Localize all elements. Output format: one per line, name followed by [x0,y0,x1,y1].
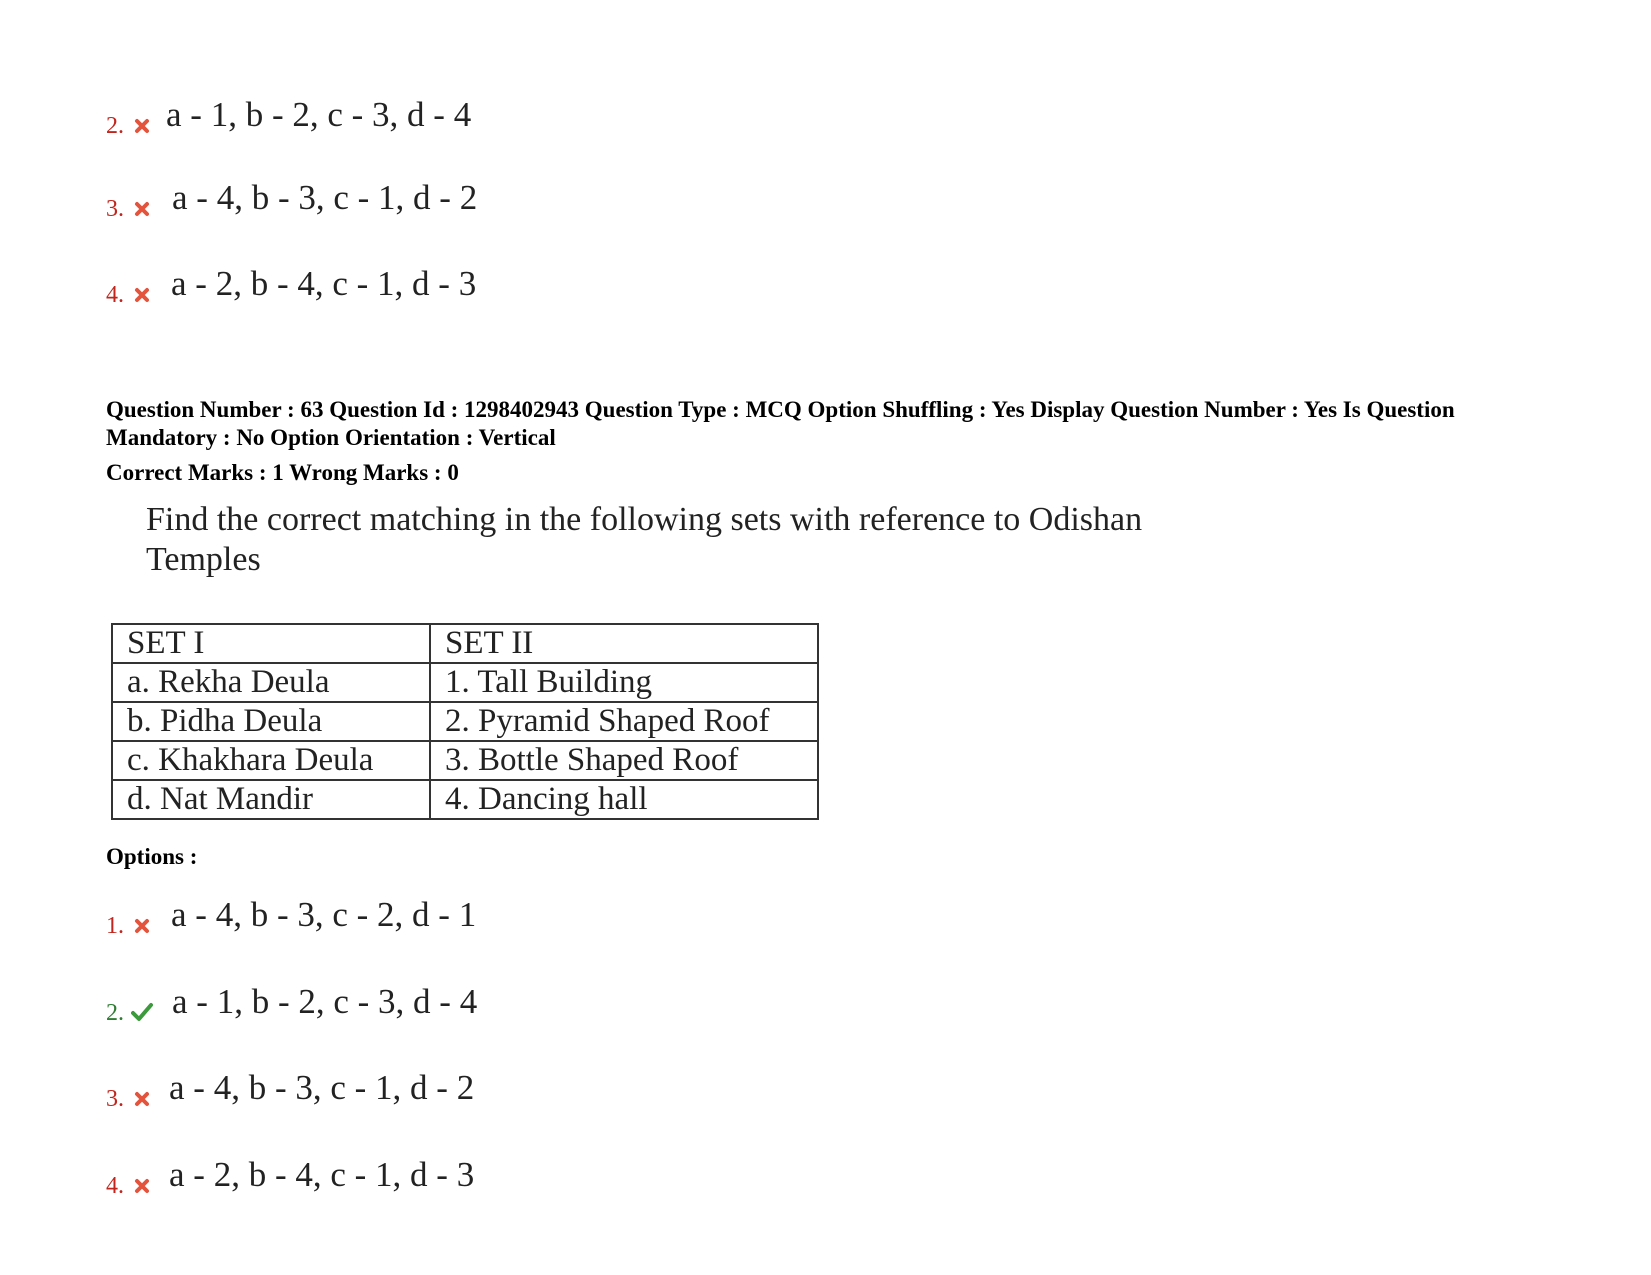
option-text: a - 1, b - 2, c - 3, d - 4 [172,982,478,1021]
cross-icon [133,1177,151,1195]
option-text: a - 4, b - 3, c - 2, d - 1 [171,895,477,934]
table-row [112,702,818,741]
cross-icon [133,200,151,218]
option-3 [106,1068,706,1112]
table-header-cell: SET I [112,624,430,663]
options-label: Options : [106,844,198,869]
option-number: 1. [106,913,124,939]
table-cell: d. Nat Mandir [112,780,430,819]
option-2 [106,982,706,1026]
cross-icon [133,917,151,935]
question-text: Find the correct matching in the following sets with reference to Odishan Temples [146,501,1143,578]
table-cell: b. Pidha Deula [112,702,430,741]
marks-info: Correct Marks : 1 Wrong Marks : 0 [106,460,459,485]
prev-option-3 [106,178,706,222]
option-number: 4. [106,1173,124,1199]
option-number: 2. [106,113,124,139]
cross-icon [133,117,151,135]
option-text: a - 4, b - 3, c - 1, d - 2 [169,1068,475,1107]
table-cell: 3. Bottle Shaped Roof [430,741,818,780]
table-cell: 1. Tall Building [430,663,818,702]
table-header-row [112,624,818,663]
prev-option-4 [106,264,706,308]
table-cell: a. Rekha Deula [112,663,430,702]
table-cell: 4. Dancing hall [430,780,818,819]
table-header-cell: SET II [430,624,818,663]
option-4 [106,1155,706,1199]
option-number: 2. [106,1000,124,1026]
option-text: a - 2, b - 4, c - 1, d - 3 [171,264,477,303]
table-row [112,780,818,819]
option-1 [106,895,706,939]
matching-table [111,623,819,820]
table-cell: c. Khakhara Deula [112,741,430,780]
table-cell: 2. Pyramid Shaped Roof [430,702,818,741]
option-text: a - 1, b - 2, c - 3, d - 4 [166,95,472,134]
option-text: a - 4, b - 3, c - 1, d - 2 [172,178,478,217]
table-row [112,663,818,702]
option-number: 3. [106,1086,124,1112]
check-icon [131,1002,153,1022]
cross-icon [133,286,151,304]
option-text: a - 2, b - 4, c - 1, d - 3 [169,1155,475,1194]
option-number: 4. [106,282,124,308]
cross-icon [133,1090,151,1108]
table-row [112,741,818,780]
prev-option-2 [106,95,706,139]
question-meta: Question Number : 63 Question Id : 1298402943 Question Type : MCQ Option Shuffling : Yes Display Question Number : Yes Is Question Mandatory : No Option Orientation : Vertical [106,397,1455,450]
option-number: 3. [106,196,124,222]
